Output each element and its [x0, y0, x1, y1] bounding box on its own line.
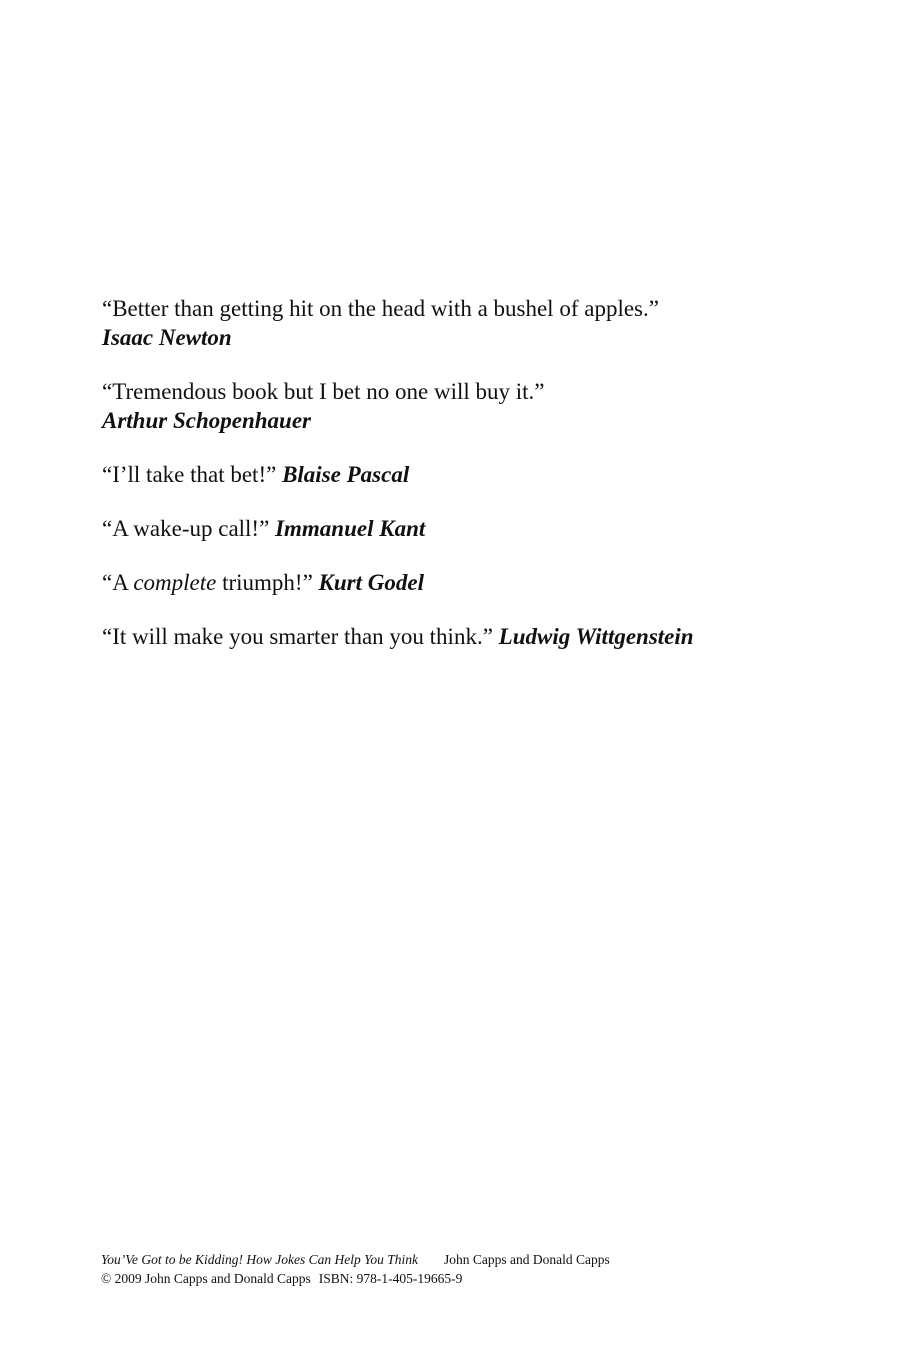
- copyright-notice: © 2009 John Capps and Donald Capps: [101, 1271, 311, 1286]
- isbn: ISBN: 978-1-405-19665-9: [318, 1271, 463, 1286]
- endorsement-quote: “It will make you smarter than you think.”: [102, 624, 493, 649]
- endorsement-quote: “Better than getting hit on the head with a bushel of apples.”: [102, 296, 659, 321]
- book-title: You’Ve Got to be Kidding! How Jokes Can Help You Think: [101, 1252, 418, 1267]
- quote-text-before: “A: [102, 570, 134, 595]
- endorsement: [102, 377, 862, 435]
- endorsement: [102, 622, 862, 651]
- endorsement-quote: “I’ll take that bet!”: [102, 462, 277, 487]
- endorsement-quote: [102, 570, 313, 595]
- quote-text-after: triumph!”: [216, 570, 313, 595]
- endorsement-quote: “Tremendous book but I bet no one will buy it.”: [102, 379, 545, 404]
- endorsement: [102, 568, 862, 597]
- quote-emphasis: complete: [133, 570, 217, 595]
- footer-line-1: [101, 1250, 610, 1269]
- endorsement: [102, 460, 862, 489]
- endorsement-author: Arthur Schopenhauer: [102, 408, 311, 433]
- page-footer: [101, 1250, 610, 1288]
- endorsement-author: Immanuel Kant: [275, 516, 426, 541]
- endorsement-author: Ludwig Wittgenstein: [498, 624, 694, 649]
- book-authors: John Capps and Donald Capps: [444, 1252, 610, 1267]
- endorsement-quote: “A wake-up call!”: [102, 516, 270, 541]
- endorsement-author: Kurt Godel: [318, 570, 424, 595]
- footer-line-2: [101, 1269, 610, 1288]
- endorsements-list: [102, 294, 862, 676]
- endorsement-author: Blaise Pascal: [282, 462, 410, 487]
- endorsement-author: Isaac Newton: [102, 325, 232, 350]
- endorsement: [102, 294, 862, 352]
- endorsement: [102, 514, 862, 543]
